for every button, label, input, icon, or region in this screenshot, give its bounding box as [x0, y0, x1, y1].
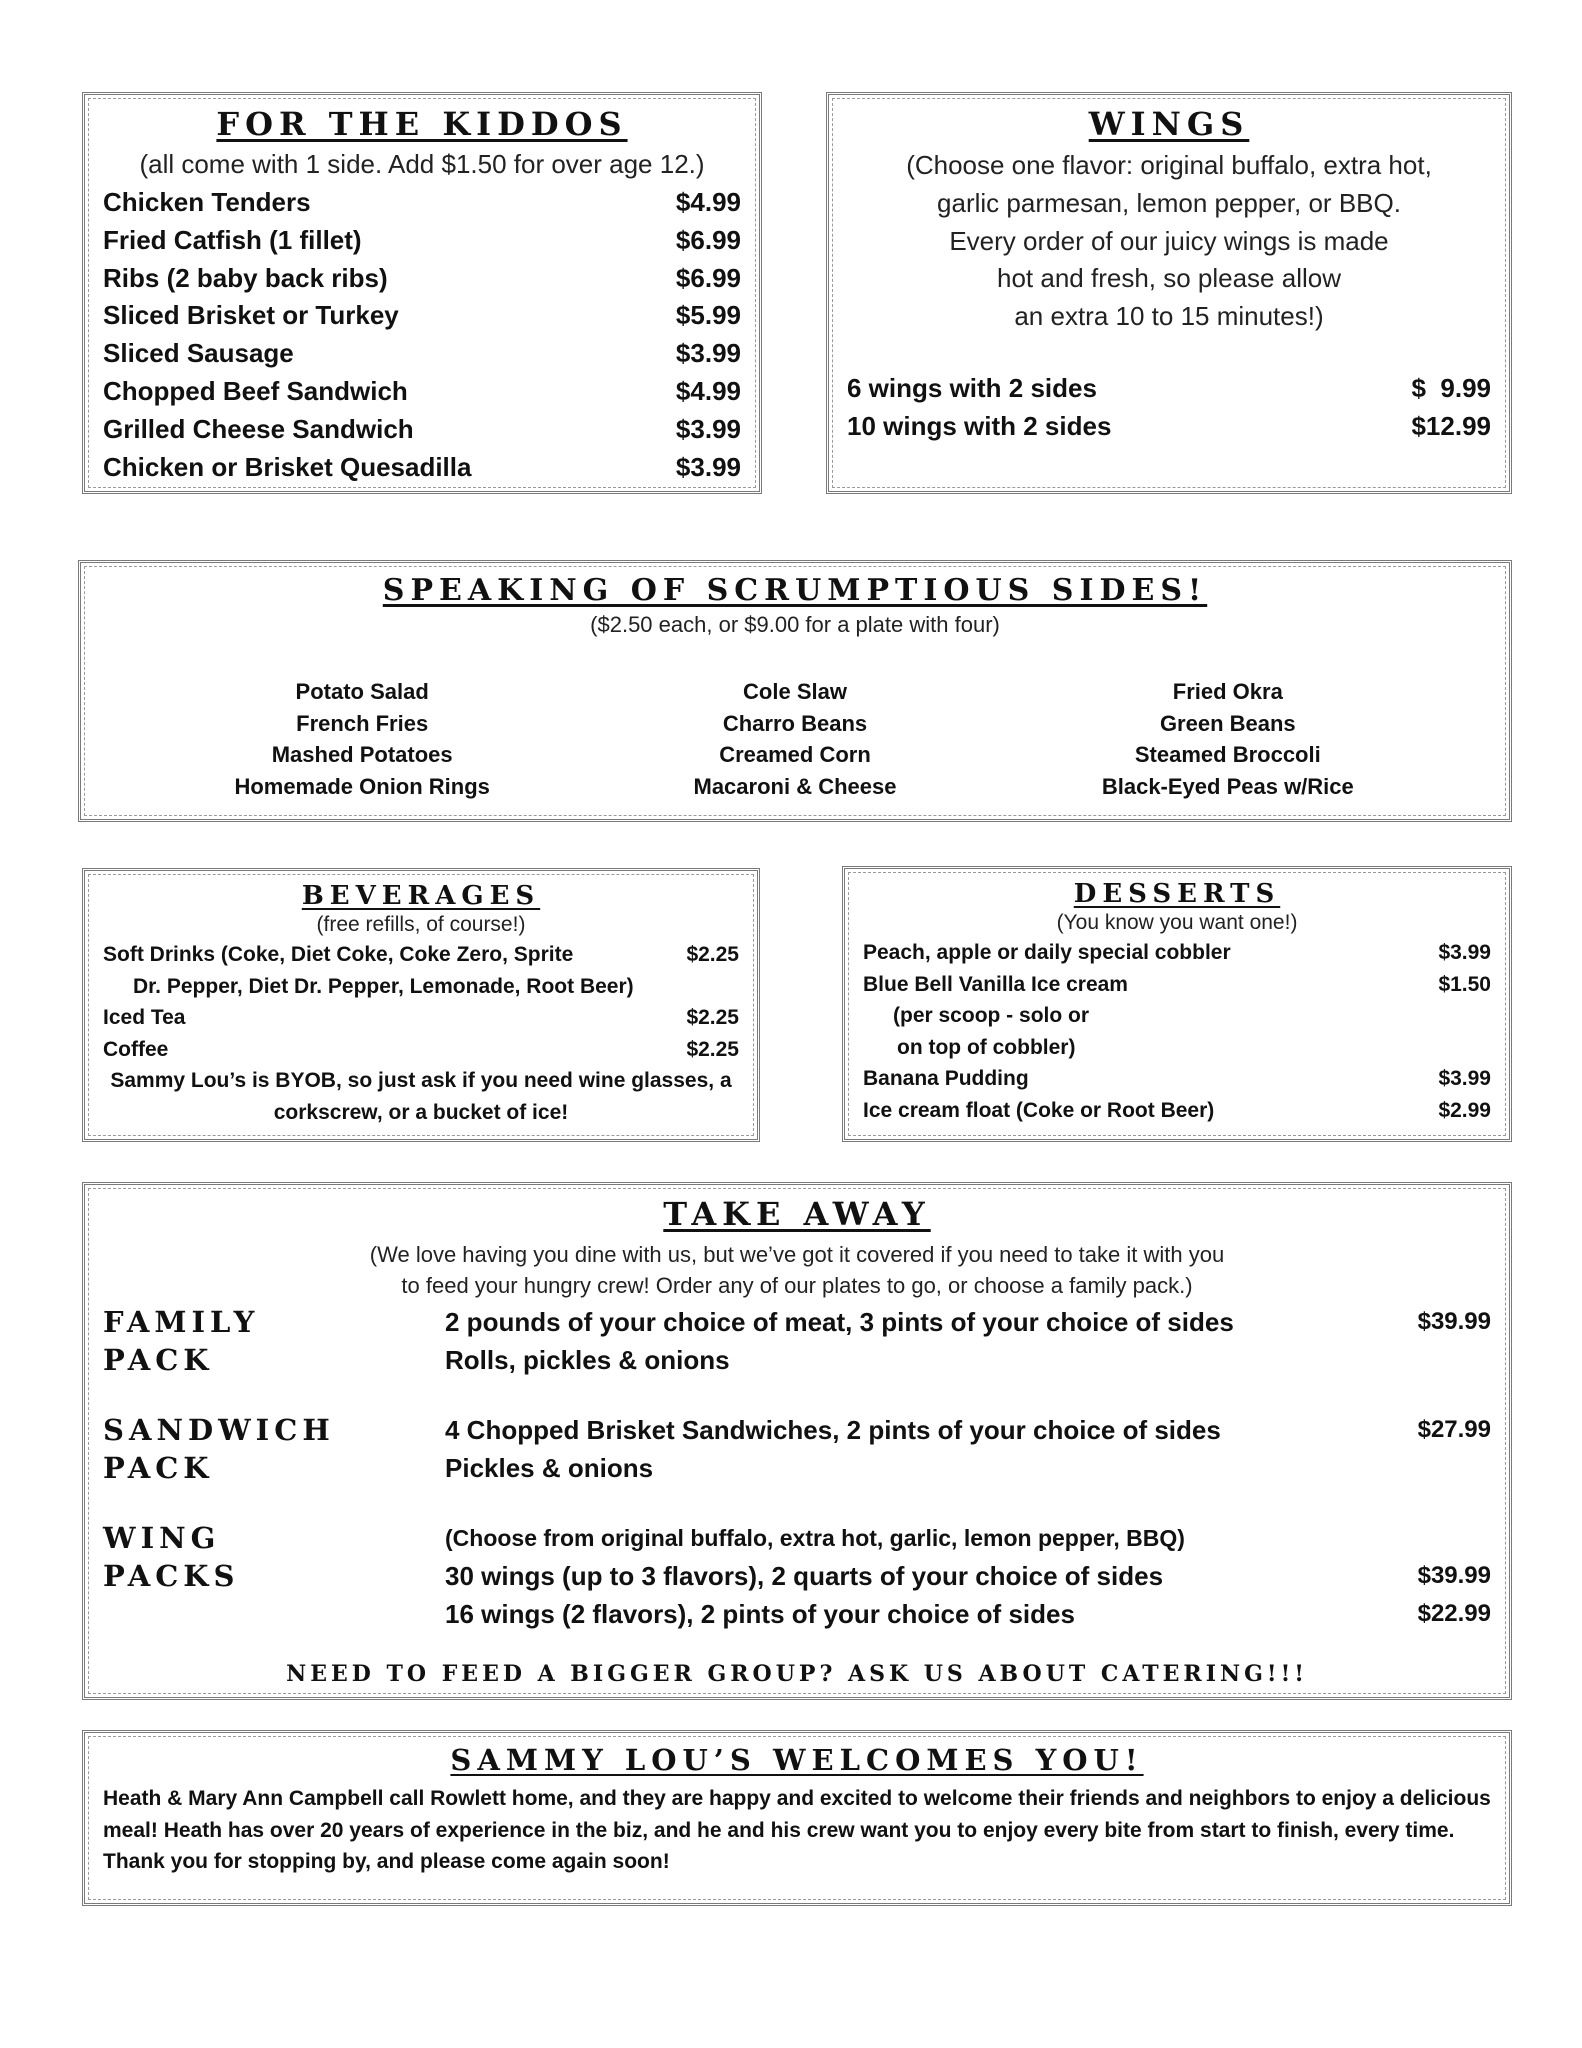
menu-item: [863, 969, 1491, 1001]
item-name: Peach, apple or daily special cobbler: [863, 941, 1231, 964]
item-price: $1.50: [1438, 972, 1491, 996]
item-name: 10 wings with 2 sides: [847, 410, 1112, 441]
item-price: $5.99: [675, 300, 741, 331]
pack-name-line: SANDWICH: [103, 1413, 335, 1447]
side-item: Macaroni & Cheese: [693, 773, 897, 799]
item-name: Chicken Tenders: [103, 187, 311, 217]
item-price: $3.99: [1438, 941, 1491, 964]
menu-item: [103, 1034, 739, 1066]
item-name: Banana Pudding: [863, 1067, 1029, 1090]
welcome-title: SAMMY LOU’S WELCOMES YOU!: [450, 1743, 1144, 1777]
takeaway-subtitle: [103, 1239, 1491, 1301]
item-price: $2.25: [686, 943, 739, 966]
pack-desc-line: Pickles & onions: [445, 1453, 654, 1483]
side-item: Green Beans: [1159, 710, 1296, 736]
item-name: Soft Drinks (Coke, Diet Coke, Coke Zero, Sprite: [103, 943, 574, 966]
wings-description: [847, 147, 1491, 336]
item-name: Iced Tea: [103, 1006, 186, 1029]
item-price: $2.25: [686, 1037, 739, 1061]
menu-item: [103, 939, 739, 971]
sides-subtitle: ($2.50 each, or $9.00 for a plate with four): [590, 612, 1000, 637]
wings-section: [826, 92, 1512, 494]
side-item: Potato Salad: [295, 679, 429, 704]
pack-desc-line: 4 Chopped Brisket Sandwiches, 2 pints of your choice of sides: [445, 1415, 1221, 1445]
item-name: Chicken or Brisket Quesadilla: [103, 451, 472, 482]
welcome-text: Heath & Mary Ann Campbell call Rowlett home, and they are happy and excited to welcome their friends and neighbors to enjoy a delicious meal! Heath has over 20 years of experience in the biz, and he and his crew want you to enjoy every bite from start to finish, every time. Thank you for stopping by, and please come again soon!: [103, 1787, 1491, 1873]
takeaway-title: TAKE AWAY: [663, 1195, 931, 1233]
side-item: Mashed Potatoes: [271, 742, 453, 767]
menu-item: [103, 335, 741, 373]
menu-item: [103, 260, 741, 298]
takeaway-subtitle-line: to feed your hungry crew! Order any of our plates to go, or choose a family pack.): [401, 1273, 1193, 1298]
beverages-title: BEVERAGES: [301, 881, 541, 911]
welcome-section: [82, 1730, 1512, 1906]
pack-description: [445, 1411, 1381, 1487]
menu-item: [863, 1095, 1491, 1127]
beverages-subtitle: (free refills, of course!): [316, 913, 526, 936]
menu-item: [103, 411, 741, 449]
sides-column: [149, 676, 575, 802]
desserts-title: DESSERTS: [1073, 879, 1281, 909]
sides-title: SPEAKING OF SCRUMPTIOUS SIDES!: [382, 573, 1208, 608]
pack-price: $22.99: [1417, 1600, 1491, 1627]
byob-note-line: corkscrew, or a bucket of ice!: [273, 1100, 569, 1124]
item-price: $6.99: [675, 262, 741, 293]
byob-note-line: Sammy Lou’s is BYOB, so just ask if you need wine glasses, a: [110, 1069, 732, 1092]
pack-name-line: WING: [103, 1521, 221, 1555]
item-price: $3.99: [675, 413, 741, 444]
side-item: Cole Slaw: [743, 679, 847, 704]
kiddos-title: FOR THE KIDDOS: [216, 105, 628, 143]
side-item: Black-Eyed Peas w/Rice: [1101, 773, 1354, 799]
side-item: Creamed Corn: [719, 742, 871, 767]
pack-name-line: PACK: [103, 1343, 214, 1377]
menu-item: [103, 373, 741, 411]
menu-item: [863, 937, 1491, 969]
menu-item: [847, 370, 1491, 408]
wing-packs: [103, 1519, 1491, 1633]
item-name: Chopped Beef Sandwich: [103, 375, 408, 406]
kiddos-subtitle: (all come with 1 side. Add $1.50 for over age 12.): [139, 149, 705, 179]
pack-price: $27.99: [1417, 1416, 1491, 1443]
takeaway-subtitle-line: (We love having you dine with us, but we’ve got it covered if you need to take it with you: [369, 1242, 1225, 1267]
side-item: Steamed Broccoli: [1134, 742, 1321, 767]
item-name: 6 wings with 2 sides: [847, 372, 1097, 403]
catering-callout: NEED TO FEED A BIGGER GROUP? ASK US ABOUT CATERING!!!: [286, 1661, 1308, 1687]
item-price: $3.99: [675, 451, 741, 482]
sides-column: [582, 676, 1008, 802]
item-price: $6.99: [675, 224, 741, 255]
menu-item: [103, 222, 741, 260]
wings-desc-line: Every order of our juicy wings is made: [949, 225, 1389, 256]
pack-name: [103, 1303, 445, 1379]
desserts-section: [842, 866, 1512, 1142]
pack-name-line: FAMILY: [103, 1305, 260, 1339]
item-price: $12.99: [1411, 410, 1491, 441]
item-name: Ice cream float (Coke or Root Beer): [863, 1098, 1215, 1122]
item-note: on top of cobbler): [897, 1035, 1076, 1059]
kiddos-section: [82, 92, 762, 494]
item-name: Sliced Brisket or Turkey: [103, 300, 399, 331]
desserts-subtitle: (You know you want one!): [1056, 911, 1298, 934]
pack-name: [103, 1411, 445, 1487]
item-price: $3.99: [1438, 1067, 1491, 1090]
pack-prices: [1381, 1519, 1491, 1633]
item-note: (per scoop - solo or: [893, 1004, 1090, 1027]
side-item: Charro Beans: [722, 710, 868, 736]
pack-desc-line: 16 wings (2 flavors), 2 pints of your choice of sides: [445, 1599, 1075, 1629]
pack-price: $39.99: [1417, 1562, 1491, 1589]
side-item: Fried Okra: [1172, 679, 1283, 704]
wings-desc-line: hot and fresh, so please allow: [997, 263, 1341, 294]
item-name: Fried Catfish (1 fillet): [103, 224, 362, 255]
family-pack: [103, 1303, 1491, 1379]
item-name: Grilled Cheese Sandwich: [103, 413, 414, 444]
pack-desc-line: Rolls, pickles & onions: [445, 1345, 730, 1375]
item-name: Coffee: [103, 1037, 169, 1061]
menu-item: [103, 449, 741, 487]
item-continuation: Dr. Pepper, Diet Dr. Pepper, Lemonade, Root Beer): [133, 974, 634, 998]
takeaway-section: [82, 1182, 1512, 1700]
wings-title: WINGS: [1088, 105, 1250, 143]
menu-item: [103, 1002, 739, 1034]
menu-item: [103, 297, 741, 335]
menu-item: [863, 1063, 1491, 1095]
sandwich-pack: [103, 1411, 1491, 1487]
pack-description: [445, 1303, 1381, 1379]
menu-item: [847, 408, 1491, 446]
pack-description: [445, 1519, 1381, 1633]
item-price: $2.99: [1438, 1098, 1491, 1122]
item-name: Ribs (2 baby back ribs): [103, 262, 388, 293]
wings-desc-line: garlic parmesan, lemon pepper, or BBQ.: [937, 187, 1401, 218]
pack-name: [103, 1519, 445, 1633]
side-item: Homemade Onion Rings: [234, 773, 490, 799]
item-name: Blue Bell Vanilla Ice cream: [863, 972, 1128, 996]
pack-name-line: PACKS: [103, 1559, 240, 1593]
pack-name-line: PACK: [103, 1451, 214, 1485]
wings-desc-line: (Choose one flavor: original buffalo, extra hot,: [906, 150, 1432, 180]
sides-section: [78, 560, 1512, 822]
item-price: $4.99: [675, 187, 741, 217]
pack-desc-line: (Choose from original buffalo, extra hot, garlic, lemon pepper, BBQ): [445, 1525, 1185, 1551]
pack-price: $39.99: [1417, 1308, 1491, 1335]
item-price: $4.99: [675, 375, 741, 406]
item-price: $2.25: [686, 1006, 739, 1029]
byob-note: [103, 1065, 739, 1128]
pack-desc-line: 2 pounds of your choice of meat, 3 pints of your choice of sides: [445, 1307, 1234, 1337]
pack-desc-line: 30 wings (up to 3 flavors), 2 quarts of your choice of sides: [445, 1561, 1164, 1591]
item-name: Sliced Sausage: [103, 338, 294, 369]
side-item: French Fries: [296, 710, 429, 736]
sides-column: [1015, 676, 1441, 802]
wings-desc-line: an extra 10 to 15 minutes!): [1014, 301, 1324, 332]
item-price: $ 9.99: [1411, 372, 1491, 403]
item-price: $3.99: [675, 338, 741, 369]
beverages-section: [82, 868, 760, 1142]
menu-item: [103, 184, 741, 222]
